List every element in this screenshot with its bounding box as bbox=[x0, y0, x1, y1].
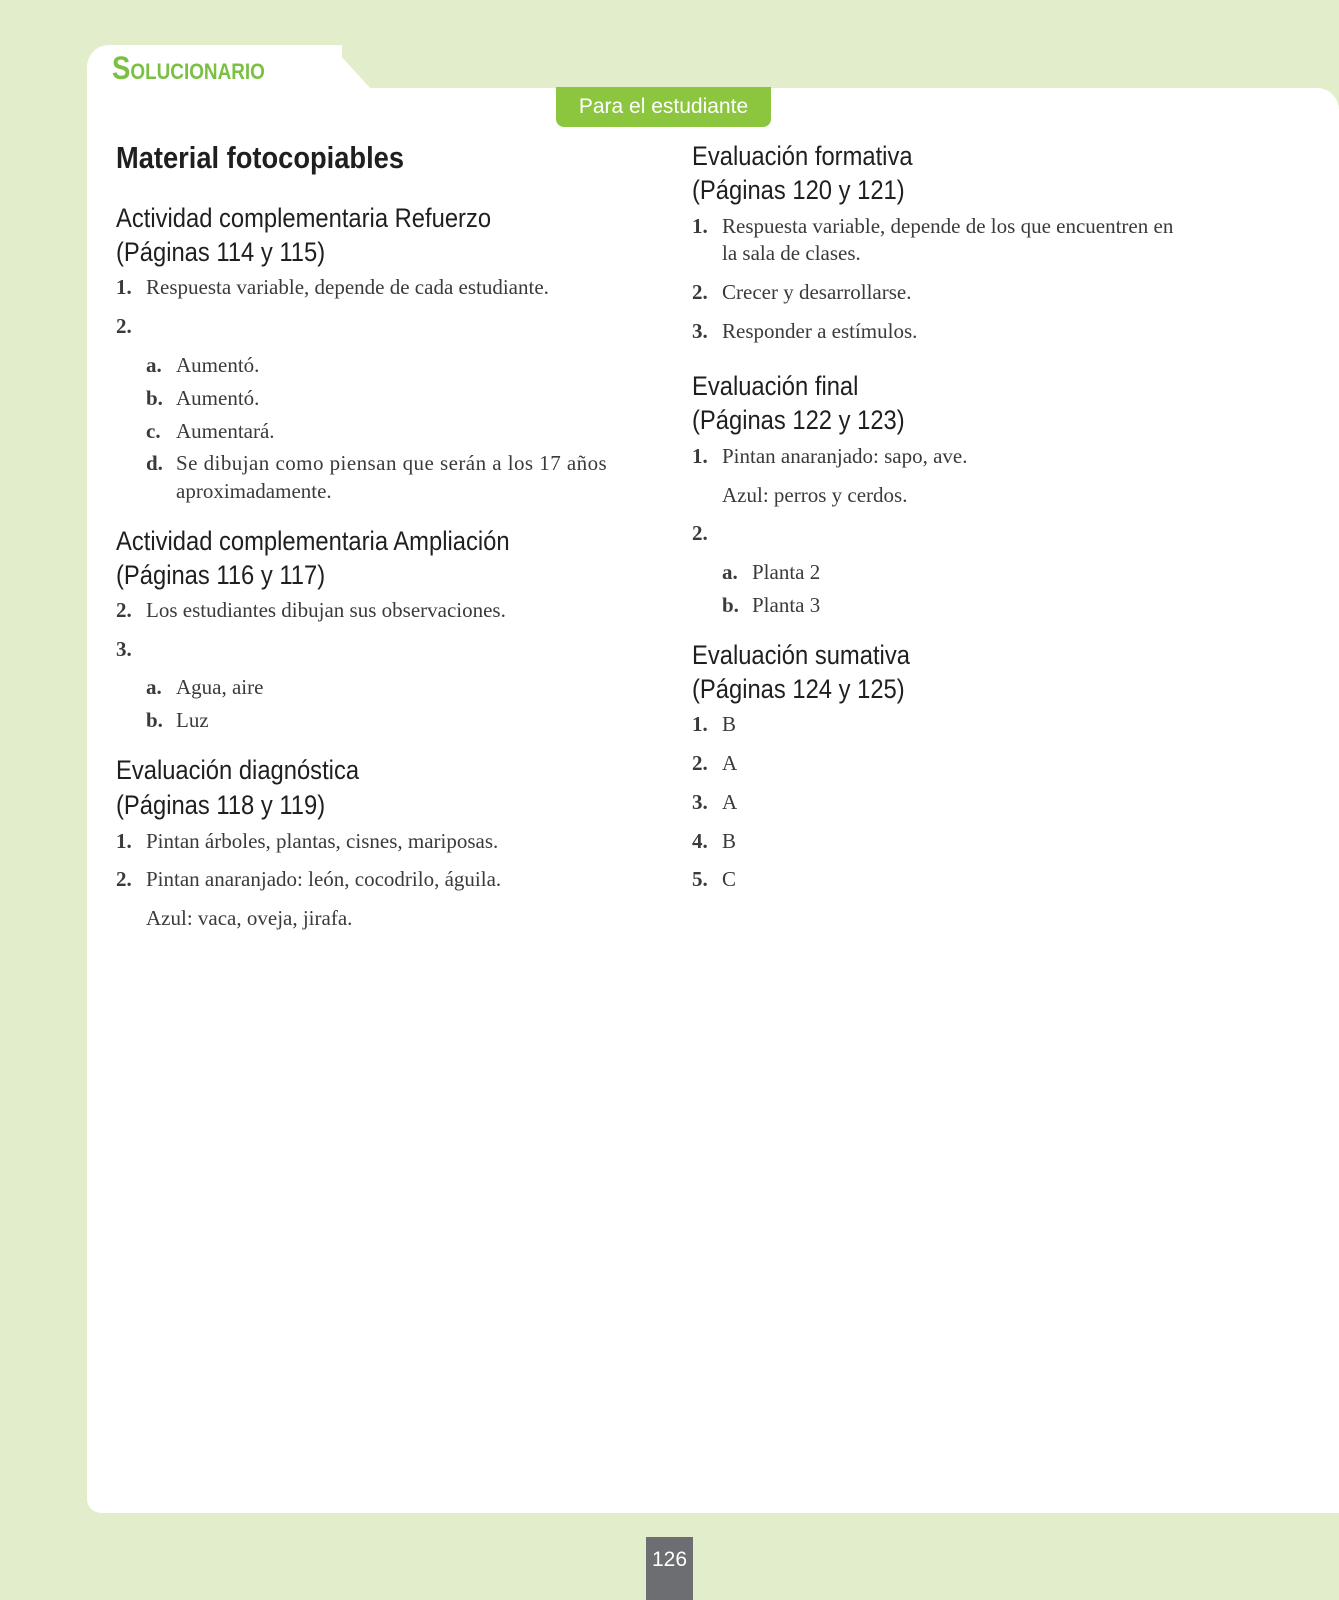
list-item bbox=[692, 318, 918, 345]
subitem-label: a. bbox=[146, 353, 162, 377]
audience-badge: Para el estudiante bbox=[556, 87, 771, 127]
heading-formativa: Evaluación formativa bbox=[692, 141, 913, 171]
list-item bbox=[116, 274, 549, 301]
item-text: Pintan árboles, plantas, cisnes, mariposas. bbox=[146, 829, 499, 853]
subitem-label: a. bbox=[146, 675, 162, 699]
item-number: 2. bbox=[692, 751, 708, 775]
heading-ampliacion: Actividad complementaria Ampliación bbox=[116, 526, 510, 556]
subitem-label: c. bbox=[146, 419, 161, 443]
page-number: 126 bbox=[646, 1537, 693, 1600]
item-number: 1. bbox=[692, 712, 708, 736]
list-item bbox=[692, 789, 738, 816]
subitem-text: Luz bbox=[176, 708, 209, 732]
item-number: 3. bbox=[116, 637, 132, 661]
item-number: 3. bbox=[692, 790, 708, 814]
heading-sumativa: Evaluación sumativa bbox=[692, 640, 910, 670]
list-item bbox=[692, 828, 737, 855]
item-number: 3. bbox=[692, 319, 708, 343]
list-item bbox=[116, 828, 499, 855]
subitem-continuation bbox=[176, 478, 332, 505]
item-text: B bbox=[722, 712, 737, 736]
subitem-text: Aumentó. bbox=[176, 353, 260, 377]
item-continuation bbox=[722, 240, 861, 267]
item-number: 1. bbox=[116, 829, 132, 853]
subitem-text: Se dibujan como piensan que serán a los 17 años bbox=[176, 451, 608, 475]
item-text: B bbox=[722, 829, 737, 853]
item-text: la sala de clases. bbox=[722, 241, 861, 265]
item-number: 2. bbox=[116, 598, 132, 622]
item-text: Los estudiantes dibujan sus observaciones. bbox=[146, 598, 506, 622]
subitem-text: Planta 3 bbox=[752, 593, 821, 617]
item-text: C bbox=[722, 867, 737, 891]
list-item bbox=[692, 279, 912, 306]
list-item bbox=[116, 597, 506, 624]
item-number: 2. bbox=[692, 280, 708, 304]
item-number: 2. bbox=[692, 521, 708, 545]
list-subitem bbox=[146, 352, 260, 379]
heading-refuerzo-pages: (Páginas 114 y 115) bbox=[116, 237, 326, 267]
list-subitem bbox=[722, 592, 821, 619]
item-text: Pintan anaranjado: león, cocodrilo, águila. bbox=[146, 867, 502, 891]
list-item bbox=[116, 636, 132, 663]
heading-diagnostica-pages: (Páginas 118 y 119) bbox=[116, 790, 326, 820]
heading-formativa-pages: (Páginas 120 y 121) bbox=[692, 175, 905, 205]
list-subitem bbox=[146, 385, 260, 412]
item-text: Respuesta variable, depende de los que encuentren en bbox=[722, 214, 1174, 238]
item-number: 2. bbox=[116, 314, 132, 338]
item-text: A bbox=[722, 751, 738, 775]
subitem-text: aproximadamente. bbox=[176, 479, 332, 503]
item-text: Azul: vaca, oveja, jirafa. bbox=[146, 906, 353, 930]
item-continuation bbox=[722, 482, 907, 509]
list-subitem bbox=[146, 418, 275, 445]
list-item bbox=[692, 213, 1174, 240]
subitem-text: Aumentó. bbox=[176, 386, 260, 410]
subitem-text: Planta 2 bbox=[752, 560, 821, 584]
section-title: Solucionario bbox=[112, 50, 265, 86]
subitem-label: a. bbox=[722, 560, 738, 584]
heading-ampliacion-pages: (Páginas 116 y 117) bbox=[116, 560, 326, 590]
item-text: A bbox=[722, 790, 738, 814]
list-item bbox=[116, 313, 132, 340]
list-item bbox=[692, 520, 708, 547]
item-continuation bbox=[146, 905, 352, 932]
list-item bbox=[692, 711, 737, 738]
list-subitem bbox=[722, 559, 821, 586]
item-number: 1. bbox=[692, 214, 708, 238]
heading-final: Evaluación final bbox=[692, 371, 859, 401]
page-title: Material fotocopiables bbox=[116, 140, 405, 175]
item-number: 1. bbox=[692, 444, 708, 468]
subitem-text: Aumentará. bbox=[176, 419, 275, 443]
list-item bbox=[692, 443, 968, 470]
subitem-text: Agua, aire bbox=[176, 675, 264, 699]
item-text: Responder a estímulos. bbox=[722, 319, 918, 343]
list-item bbox=[692, 750, 738, 777]
item-text: Pintan anaranjado: sapo, ave. bbox=[722, 444, 968, 468]
heading-sumativa-pages: (Páginas 124 y 125) bbox=[692, 674, 905, 704]
item-number: 1. bbox=[116, 275, 132, 299]
heading-diagnostica: Evaluación diagnóstica bbox=[116, 755, 360, 785]
list-item bbox=[116, 866, 502, 893]
heading-refuerzo: Actividad complementaria Refuerzo bbox=[116, 203, 492, 233]
list-subitem bbox=[146, 674, 264, 701]
heading-final-pages: (Páginas 122 y 123) bbox=[692, 405, 905, 435]
subitem-label: b. bbox=[146, 708, 163, 732]
item-number: 5. bbox=[692, 867, 708, 891]
list-item bbox=[692, 866, 737, 893]
subitem-label: b. bbox=[722, 593, 739, 617]
subitem-label: d. bbox=[146, 451, 163, 475]
item-text: Respuesta variable, depende de cada estudiante. bbox=[146, 275, 549, 299]
list-subitem bbox=[146, 450, 608, 477]
item-number: 4. bbox=[692, 829, 708, 853]
list-subitem bbox=[146, 707, 209, 734]
item-text: Azul: perros y cerdos. bbox=[722, 483, 908, 507]
item-text: Crecer y desarrollarse. bbox=[722, 280, 912, 304]
subitem-label: b. bbox=[146, 386, 163, 410]
item-number: 2. bbox=[116, 867, 132, 891]
